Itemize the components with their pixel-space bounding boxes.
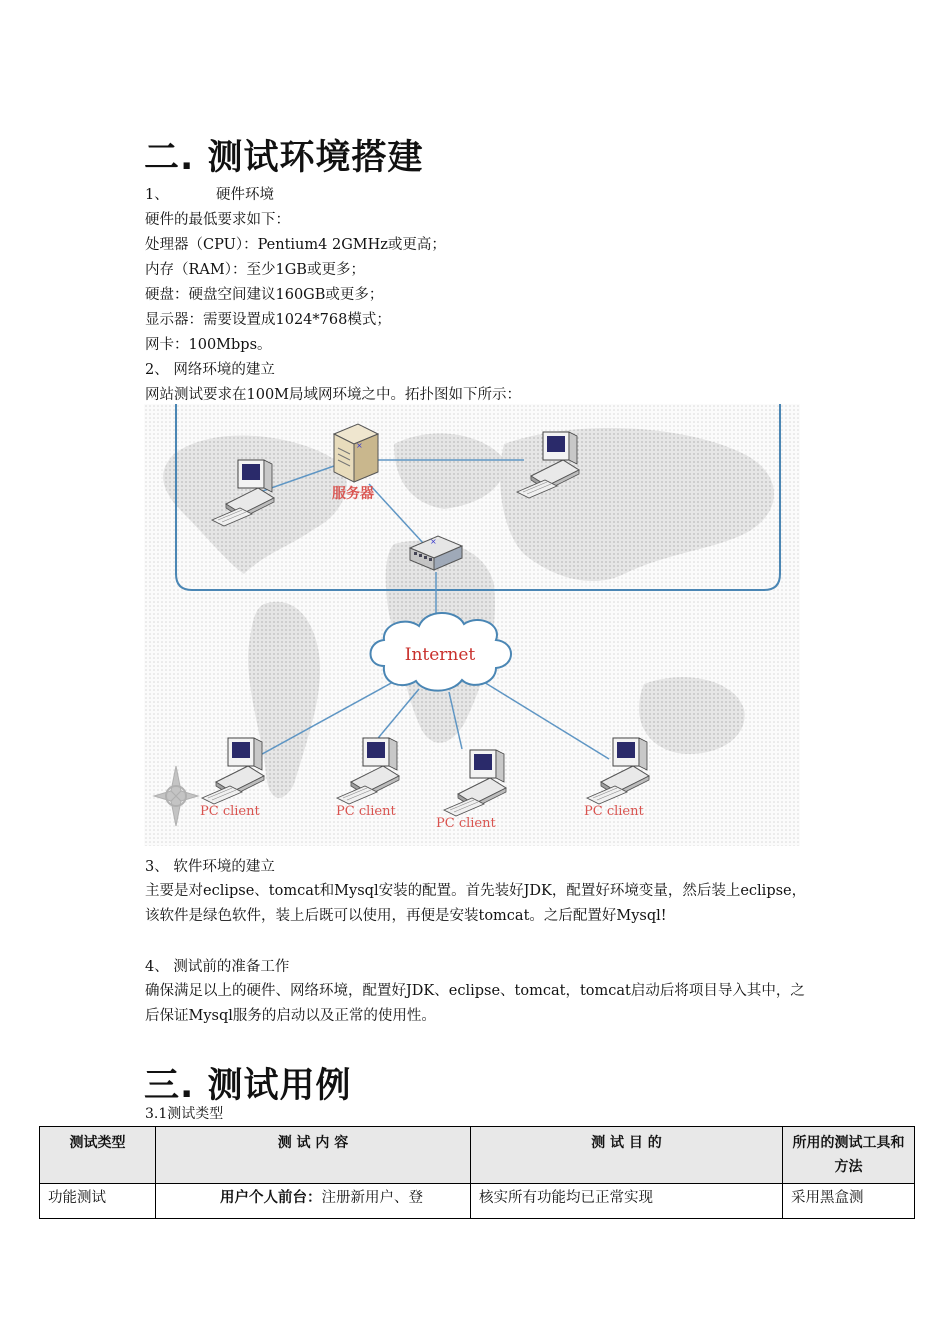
- pc-client-3-label: PC client: [436, 816, 496, 831]
- hw-cpu: 处理器（CPU）：Pentium4 2GMHz或更高；: [145, 237, 446, 253]
- sw-text: 主要是对eclipse、tomcat和Mysql安装的配置。首先装好JDK，配置好环境变量，然后装上eclipse，该软件是绿色软件，装上后既可以使用，再便是安装tomcat。之后配置好Mysql!: [145, 883, 807, 924]
- net-heading: 2、 网络环境的建立: [145, 362, 275, 378]
- sw-heading: 3、 软件环境的建立: [145, 859, 275, 875]
- pc-client-2-label: PC client: [336, 804, 396, 819]
- pc-client-4-label: PC client: [584, 804, 644, 819]
- hw-ram: 内存（RAM）：至少1GB或更多；: [145, 262, 365, 278]
- cell-content-rest: 注册新用户、登: [321, 1190, 423, 1206]
- server-icon: [334, 424, 378, 482]
- test-types-table: [39, 1126, 915, 1219]
- svg-text:×: ×: [430, 537, 437, 546]
- hw-nic: 网卡：100Mbps。: [145, 337, 272, 353]
- hw-heading: [145, 185, 274, 205]
- col-header-type: 测试类型: [40, 1127, 156, 1184]
- internet-label: Internet: [404, 645, 476, 665]
- section-3-title: 三. 测试用例: [144, 1066, 352, 1106]
- hw-display: 显示器：需要设置成1024*768模式；: [145, 312, 391, 328]
- cell-content: [156, 1184, 471, 1219]
- hw-intro: 硬件的最低要求如下：: [145, 212, 290, 228]
- col-header-content: 测 试 内 容: [156, 1127, 471, 1184]
- col-header-tool: 所用的测试工具和方法: [783, 1127, 915, 1184]
- table-header-row: [40, 1127, 915, 1184]
- prep-text: 确保满足以上的硬件、网络环境，配置好JDK、eclipse、tomcat，tomcat启动后将项目导入其中，之后保证Mysql服务的启动以及正常的使用性。: [145, 983, 805, 1024]
- svg-text:×: ×: [356, 441, 363, 450]
- hw-disk: 硬盘：硬盘空间建议160GB或更多；: [145, 287, 384, 303]
- cell-purpose: 核实所有功能均已正常实现: [471, 1184, 783, 1219]
- cell-type: 功能测试: [40, 1184, 156, 1219]
- server-label: 服务器: [332, 486, 374, 502]
- pc-client-1-label: PC client: [200, 804, 260, 819]
- prep-heading: 4、 测试前的准备工作: [145, 959, 290, 975]
- network-topology-diagram: [144, 404, 800, 846]
- table-row: [40, 1184, 915, 1219]
- col-header-purpose: 测 试 目 的: [471, 1127, 783, 1184]
- test-types-subheading: 3.1测试类型: [145, 1106, 224, 1122]
- cell-tool: 采用黑盒测: [783, 1184, 915, 1219]
- cell-content-bold: 用户个人前台：: [220, 1189, 322, 1206]
- section-2-title: 二. 测试环境搭建: [144, 138, 424, 178]
- hw-heading-number: 1、: [145, 187, 169, 203]
- hw-heading-text: 硬件环境: [215, 187, 274, 203]
- net-text: 网站测试要求在100M局域网环境之中。拓扑图如下所示：: [145, 387, 522, 403]
